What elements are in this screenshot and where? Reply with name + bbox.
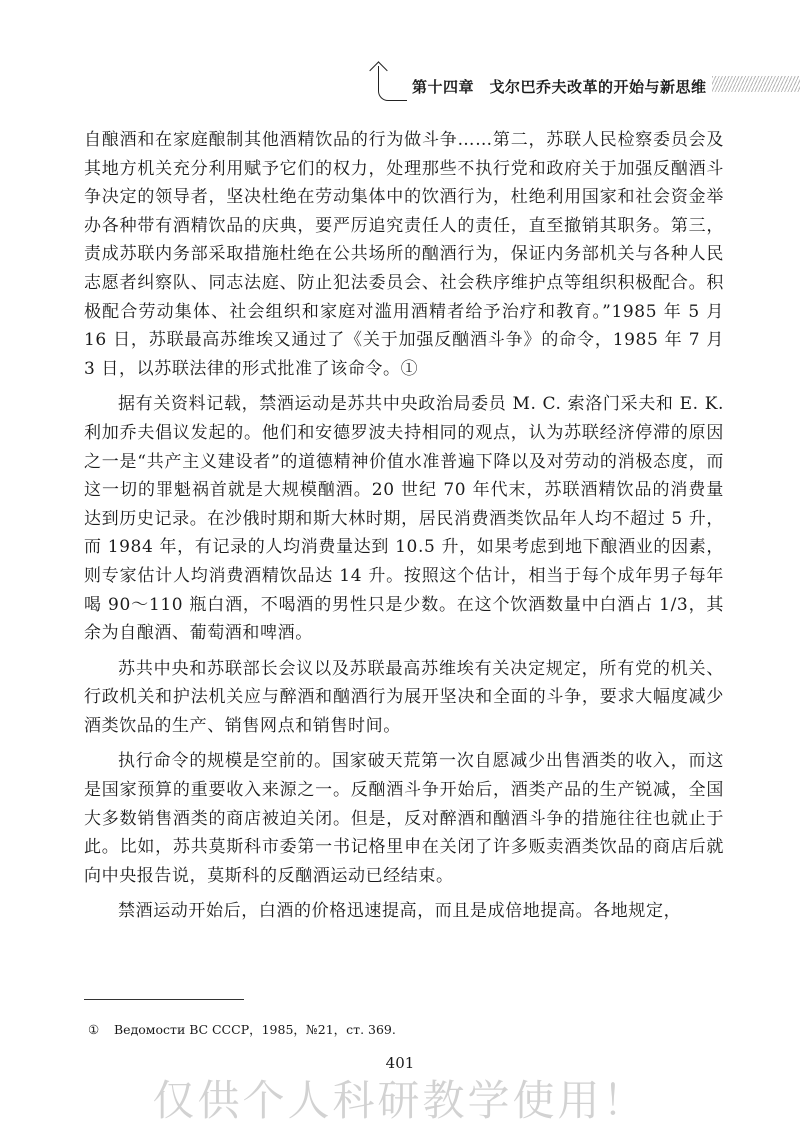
- header-hatch-ornament: [712, 76, 800, 92]
- running-header: [378, 66, 800, 102]
- paragraph: 执行命令的规模是空前的。国家破天荒第一次自愿减少出售酒类的收入，而这是国家预算的重要收入来源之一。反酗酒斗争开始后，酒类产品的生产锐减，全国大多数销售酒类的商店被迫关闭。但是，反对醉酒和酗酒斗争的措施往往也就止于此。比如，苏共莫斯科市委第一书记格里申在关闭了许多贩卖酒类饮品的商店后就向中央报告说，莫斯科的反酗酒运动已经结束。: [84, 751, 724, 886]
- footnote: [88, 1020, 396, 1038]
- body-text: [84, 126, 724, 933]
- paragraph: 禁酒运动开始后，白酒的价格迅速提高，而且是成倍地提高。各地规定，: [118, 901, 682, 922]
- paragraph-continued: 自酿酒和在家庭酿制其他酒精饮品的行为做斗争……第二，苏联人民检察委员会及其地方机关充分利用赋予它们的权力，处理那些不执行党和政府关于加强反酗酒斗争决定的领导者，坚决杜绝在劳动集体中的饮酒行为，杜绝利用国家和社会资金举办各种带有酒精饮品的庆典，要严厉追究责任人的责任，直至撤销其职务。第三，责成苏联内务部采取措施杜绝在公共场所的酗酒行为，保证内务部机关与各种人民志愿者纠察队、同志法庭、防止犯法委员会、社会秩序维护点等组织积极配合。积极配合劳动集体、社会组织和家庭对滥用酒精者给予治疗和教育。”1985 年 5 月 16 日，苏联最高苏维埃又通过了《关于加强反酗酒斗争》的命令，1985 年 7 月 3 日，以苏联法律的形式批准了该命令。①: [84, 130, 724, 379]
- page-number: 401: [385, 1054, 415, 1072]
- footnote-marker: ①: [88, 1022, 100, 1037]
- header-bracket-ornament: [378, 66, 407, 101]
- footnote-divider: [84, 999, 244, 1000]
- footnote-text: Ведомости ВС СССР，1985，№21，ст. 369.: [114, 1022, 396, 1037]
- paragraph: 苏共中央和苏联部长会议以及苏联最高苏维埃有关决定规定，所有党的机关、行政机关和护法机关应与醉酒和酗酒行为展开坚决和全面的斗争，要求大幅度减少酒类饮品的生产、销售网点和销售时间。: [84, 658, 724, 736]
- paragraph: 据有关资料记载，禁酒运动是苏共中央政治局委员 M. C. 索洛门采夫和 E. K. 利加乔夫倡议发起的。他们和安德罗波夫持相同的观点，认为苏联经济停滞的原因之一是“共产主义建设者”的道德精神价值水准普遍下降以及对劳动的消极态度，而这一切的罪魁祸首就是大规模酗酒。20 世纪 70 年代末，苏联酒精饮品的消费量达到历史记录。在沙俄时期和斯大林时期，居民消费酒类饮品年人均不超过 5 升，而 1984 年，有记录的人均消费量达到 10.5 升，如果考虑到地下酿酒业的因素，则专家估计人均消费酒精饮品达 14 升。按照这个估计，相当于每个成年男子每年喝 90～110 瓶白酒，不喝酒的男性只是少数。在这个饮酒数量中白酒占 1/3，其余为自酿酒、葡萄酒和啤酒。: [84, 394, 724, 644]
- chapter-title: 第十四章 戈尔巴乔夫改革的开始与新思维: [412, 78, 707, 96]
- watermark: 仅供个人科研教学使用！: [152, 1076, 648, 1125]
